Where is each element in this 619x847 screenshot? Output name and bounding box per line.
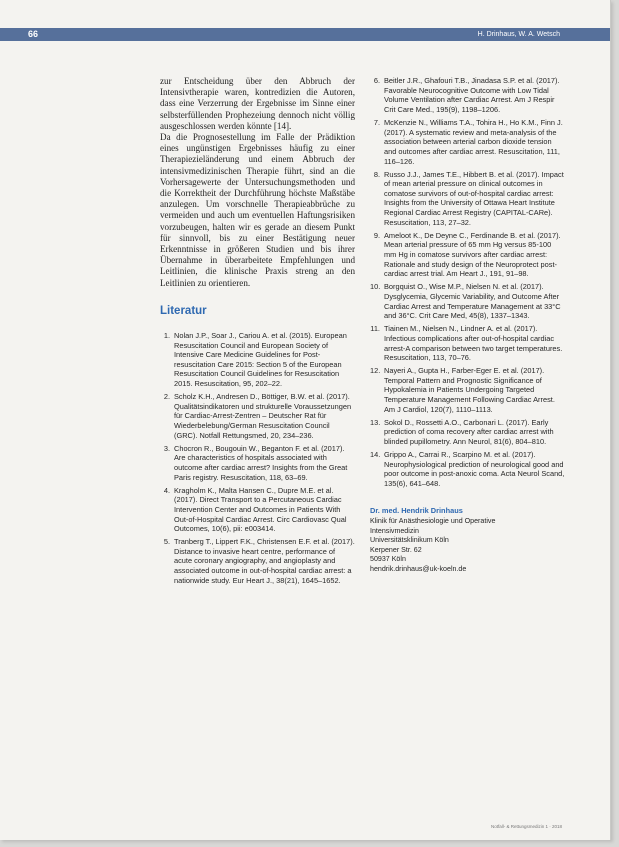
reference-item bbox=[370, 170, 565, 228]
author-name: Dr. med. Hendrik Drinhaus bbox=[370, 505, 463, 515]
reference-item bbox=[370, 282, 565, 321]
reference-number: 4. bbox=[163, 485, 170, 495]
reference-text: Nayeri A., Gupta H., Farber-Eger E. et al. (2017). Temporal Pattern and Prognostic Significance of Hypokalemia in Patients Undergoing Targeted Temperature Management Following Cardiac Arrest. Am J Cardiol, 120(7), 1110–1113. bbox=[384, 366, 555, 414]
reference-item bbox=[370, 450, 565, 489]
reference-text: Scholz K.H., Andresen D., Böttiger, B.W. et al. (2017). Qualitätsindikatoren und strukturelle Voraussetzungen für Cardiac-Arrest-Zentren – Deutscher Rat für Wiederbelebung/German Resuscitation Council (GRC). Notfall Rettungsmed, 20, 234–236. bbox=[174, 392, 352, 440]
reference-item bbox=[160, 486, 355, 534]
reference-text: Chocron R., Bougouin W., Beganton F. et al. (2017). Are characteristics of hospitals associated with outcome after cardiac arrest? Insights from the Great Paris registry. Resuscitation, 118, 63–69. bbox=[174, 443, 348, 482]
affiliation-line: Klinik für Anästhesiologie und Operative bbox=[370, 517, 496, 526]
reference-number: 7. bbox=[373, 117, 380, 127]
body-paragraph: zur Entscheidung über den Abbruch der Intensivtherapie waren, kontredizien die Autoren, dass eine Verzerrung der Ergebnisse im Sinne einer selbsterfüllenden Prophezeiung dennoch nicht völlig ausgeschlossen werden könnte [14]. bbox=[160, 76, 355, 131]
body-paragraph: Da die Prognosestellung im Falle der Prädiktion eines ungünstigen Ergebnisses häufig zu einer Therapiezieländerung und einem Abbruch der intensivmedizinischen Therapie führt, sind an die Vorhersagewerte der Untersuchungsmethoden und die Korrektheit der Durchführung höchste Maßstäbe anzulegen. Um vorschnelle Therapieabbrüche zu vermeiden und auch um eventuellen Haftungsrisiken vorzubeugen, halten wir es gerade an diesem Punkt für sinnvoll, bis zu einer Bestätigung neuer Erkenntnisse in größeren Studien und bis ihrer Übernahme in überarbeitete Empfehlungen und Leitlinien, die klinische Praxis streng an den Leitlinien zu orientieren. bbox=[160, 132, 355, 288]
reference-number: 8. bbox=[373, 169, 380, 179]
reference-number: 5. bbox=[163, 537, 170, 547]
reference-item bbox=[370, 231, 565, 279]
reference-text: McKenzie N., Williams T.A., Tohira H., Ho K.M., Finn J. (2017). A systematic review and meta-analysis of the association between arterial carbon dioxide tension and outcomes after cardiac arrest. Resuscitation, 111, 116–126. bbox=[384, 117, 563, 166]
reference-item bbox=[370, 366, 565, 414]
reference-item bbox=[370, 118, 565, 166]
reference-text: Nolan J.P., Soar J., Cariou A. et al. (2015). European Resuscitation Council and European Society of Intensive Care Medicine Guidelines for Post-resuscitation Care 2015: Section 5 of the European Resuscitation Council Guidelines for Resuscitation 2015. Resuscitation, 95, 202–22. bbox=[174, 330, 347, 389]
reference-text: Tiainen M., Nielsen N., Lindner A. et al. (2017). Infectious complications after out-of-hospital cardiac arrest-A comparison between two target temperatures. Resuscitation, 113, 70–76. bbox=[384, 324, 563, 363]
page-footer: Notfall- & Rettungsmedizin 1 · 2018 bbox=[490, 824, 562, 829]
reference-item bbox=[160, 331, 355, 389]
reference-number: 10. bbox=[370, 282, 381, 292]
page-number: 66 bbox=[28, 29, 39, 39]
author-contact bbox=[370, 506, 565, 575]
reference-item bbox=[370, 418, 565, 447]
reference-number: 12. bbox=[370, 366, 381, 376]
address-city: 50937 Köln bbox=[370, 555, 406, 564]
reference-number: 11. bbox=[370, 324, 380, 334]
reference-number: 14. bbox=[370, 450, 381, 459]
reference-number: 2. bbox=[163, 392, 170, 402]
reference-item bbox=[160, 392, 355, 440]
literature-heading: Literatur bbox=[160, 304, 207, 317]
reference-text: Russo J.J., James T.E., Hibbert B. et al. (2017). Impact of mean arterial pressure on clinical outcomes in comatose survivors of out-of-hospital cardiac arrest: Insights from the University of Ottawa Heart Institute Regional Cardiac Arrest Registry (CAPITAL-CARe). Resuscitation, 113, 27–32. bbox=[384, 169, 564, 227]
reference-item bbox=[160, 537, 355, 585]
reference-text: Sokol D., Rossetti A.O., Carbonari L. (2017). Early prediction of coma recovery after cardiac arrest with blinded pupillometry. Ann Neurol, 81(6), 804–810. bbox=[384, 417, 554, 447]
address-street: Kerpener Str. 62 bbox=[370, 545, 422, 554]
affiliation-line: Universitätsklinikum Köln bbox=[370, 536, 449, 545]
reference-list bbox=[370, 76, 565, 489]
reference-item bbox=[160, 444, 355, 483]
reference-item bbox=[370, 76, 565, 115]
author-email: hendrik.drinhaus@uk-koeln.de bbox=[370, 564, 467, 573]
reference-item bbox=[370, 324, 565, 363]
reference-text: Tranberg T., Lippert F.K., Christensen E.F. et al. (2017). Distance to invasive heart centre, performance of acute coronary angiography, and angioplasty and associated outcome in out-of-hospital cardiac arrest: a nationwide study. Eur Heart J., 38(21), 1645–1652. bbox=[174, 537, 355, 585]
reference-text: Kragholm K., Malta Hansen C., Dupre M.E. et al. (2017). Direct Transport to a Percutaneous Cardiac Intervention Center and Outcomes in Patients With Out-of-Hospital Cardiac Arrest. Circ Cardiovasc Qual Outcomes, 10(6), pii: e003414. bbox=[174, 485, 347, 534]
reference-text: Ameloot K., De Deyne C., Ferdinande B. et al. (2017). Mean arterial pressure of 65 mm Hg versus 85-100 mm Hg in comatose survivors after cardiac arrest: Rationale and study design of the Neuroprotect post-cardiac arrest trial. Am Heart J., 191, 91–98. bbox=[384, 230, 561, 279]
left-column bbox=[160, 76, 355, 589]
reference-list bbox=[160, 331, 355, 586]
reference-number: 1. bbox=[163, 330, 170, 340]
affiliation-line: Intensivmedizin bbox=[370, 526, 419, 535]
reference-text: Borgquist O., Wise M.P., Nielsen N. et al. (2017). Dysglycemia, Glycemic Variability, and Outcome After Cardiac Arrest and Temperature Management at 33°C and 36°C. Crit Care Med, 45(8), 1337–1343. bbox=[384, 282, 561, 321]
reference-number: 3. bbox=[163, 443, 170, 453]
reference-number: 9. bbox=[373, 230, 380, 240]
right-column bbox=[370, 76, 565, 574]
running-head: H. Drinhaus, W. A. Wetsch bbox=[477, 31, 560, 38]
reference-number: 6. bbox=[373, 76, 380, 85]
reference-number: 13. bbox=[370, 417, 381, 427]
reference-text: Grippo A., Carrai R., Scarpino M. et al. (2017). Neurophysiological prediction of neurological good and poor outcome in post-anoxic coma. Acta Neurol Scand, 135(6), 641–648. bbox=[384, 450, 565, 488]
reference-text: Beitler J.R., Ghafouri T.B., Jinadasa S.P. et al. (2017). Favorable Neurocognitive Outcome with Low Tidal Volume Ventilation after Cardiac Arrest. Am J Respir Crit Care Med., 195(9), 1198–1206. bbox=[384, 76, 560, 114]
